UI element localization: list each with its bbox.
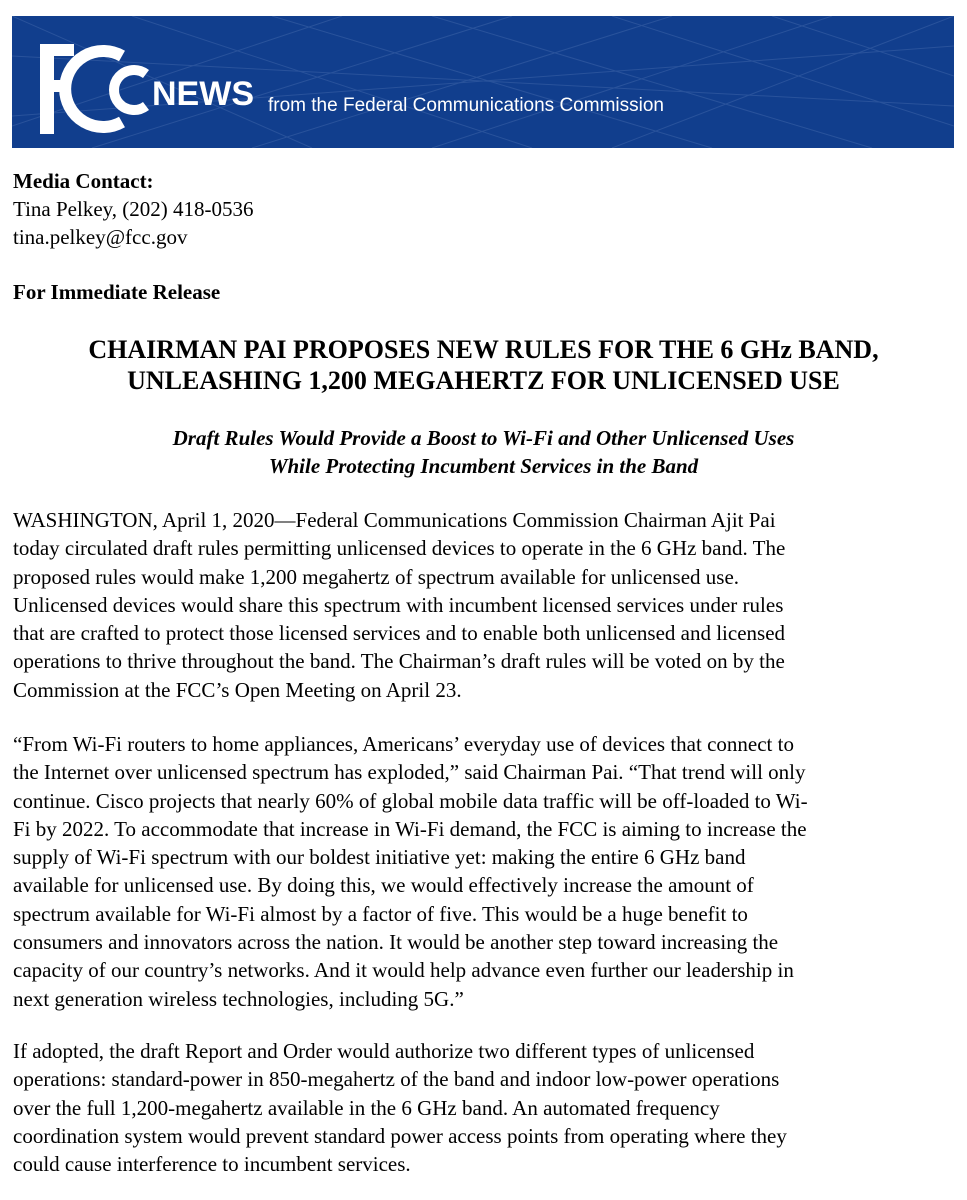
paragraph-line: next generation wireless technologies, including 5G.” [13,986,464,1011]
fcc-logo [34,36,164,136]
paragraph-line: could cause interference to incumbent services. [13,1152,411,1177]
paragraph-line: Commission at the FCC’s Open Meeting on April 23. [13,677,462,702]
release-note: For Immediate Release [13,280,221,304]
contact-name-phone: Tina Pelkey, (202) 418-0536 [13,197,254,221]
paragraph-line: consumers and innovators across the nation. It would be another step toward increasing the [13,930,779,955]
paragraph-line: Fi by 2022. To accommodate that increase in Wi-Fi demand, the FCC is aiming to increase the [13,816,807,841]
paragraph-line: coordination system would prevent standard power access points from operating where they [13,1123,787,1148]
body-paragraph-1 [13,506,958,704]
fcc-news-banner [12,16,954,148]
contact-email: tina.pelkey@fcc.gov [13,225,188,249]
paragraph-line: continue. Cisco projects that nearly 60% of global mobile data traffic will be off-loaded to Wi- [13,788,808,813]
subheadline-line-2: While Protecting Incumbent Services in the Band [268,454,699,478]
paragraph-line: spectrum available for Wi-Fi almost by a factor of five. This would be a huge benefit to [13,901,748,926]
paragraph-line: the Internet over unlicensed spectrum has exploded,” said Chairman Pai. “That trend will only [13,760,806,785]
headline-line-2: UNLEASHING 1,200 MEGAHERTZ FOR UNLICENSED USE [127,366,840,395]
paragraph-line: operations to thrive throughout the band. The Chairman’s draft rules will be voted on by the [13,649,785,674]
subheadline [0,424,967,480]
paragraph-line: supply of Wi-Fi spectrum with our boldest initiative yet: making the entire 6 GHz band [13,845,746,870]
paragraph-line: capacity of our country’s networks. And it would help advance even further our leadership in [13,958,794,983]
paragraph-line: over the full 1,200-megahertz available in the 6 GHz band. An automated frequency [13,1095,720,1120]
paragraph-line: available for unlicensed use. By doing this, we would effectively increase the amount of [13,873,754,898]
body-paragraph-2 [13,730,958,1013]
paragraph-line: “From Wi-Fi routers to home appliances, Americans’ everyday use of devices that connect to [13,732,794,756]
paragraph-line: that are crafted to protect those licensed services and to enable both unlicensed and licensed [13,621,786,646]
paragraph-line: WASHINGTON, April 1, 2020—Federal Communications Commission Chairman Ajit Pai [13,508,776,532]
paragraph-line: today circulated draft rules permitting unlicensed devices to operate in the 6 GHz band. The [13,536,786,561]
headline [0,334,967,396]
paragraph-line: Unlicensed devices would share this spectrum with incumbent licensed services under rules [13,592,784,617]
subheadline-line-1: Draft Rules Would Provide a Boost to Wi-Fi and Other Unlicensed Uses [172,426,795,450]
paragraph-line: If adopted, the draft Report and Order would authorize two different types of unlicensed [13,1039,755,1063]
paragraph-line: operations: standard-power in 850-megahertz of the band and indoor low-power operations [13,1067,780,1092]
media-contact-label: Media Contact: [13,169,154,193]
banner-tagline: from the Federal Communications Commission [268,95,664,116]
headline-line-1: CHAIRMAN PAI PROPOSES NEW RULES FOR THE 6 GHz BAND, [88,335,879,364]
body-paragraph-3 [13,1037,958,1178]
paragraph-line: proposed rules would make 1,200 megahertz of spectrum available for unlicensed use. [13,564,740,589]
news-wordmark: NEWS [152,75,254,113]
media-contact [13,167,254,251]
